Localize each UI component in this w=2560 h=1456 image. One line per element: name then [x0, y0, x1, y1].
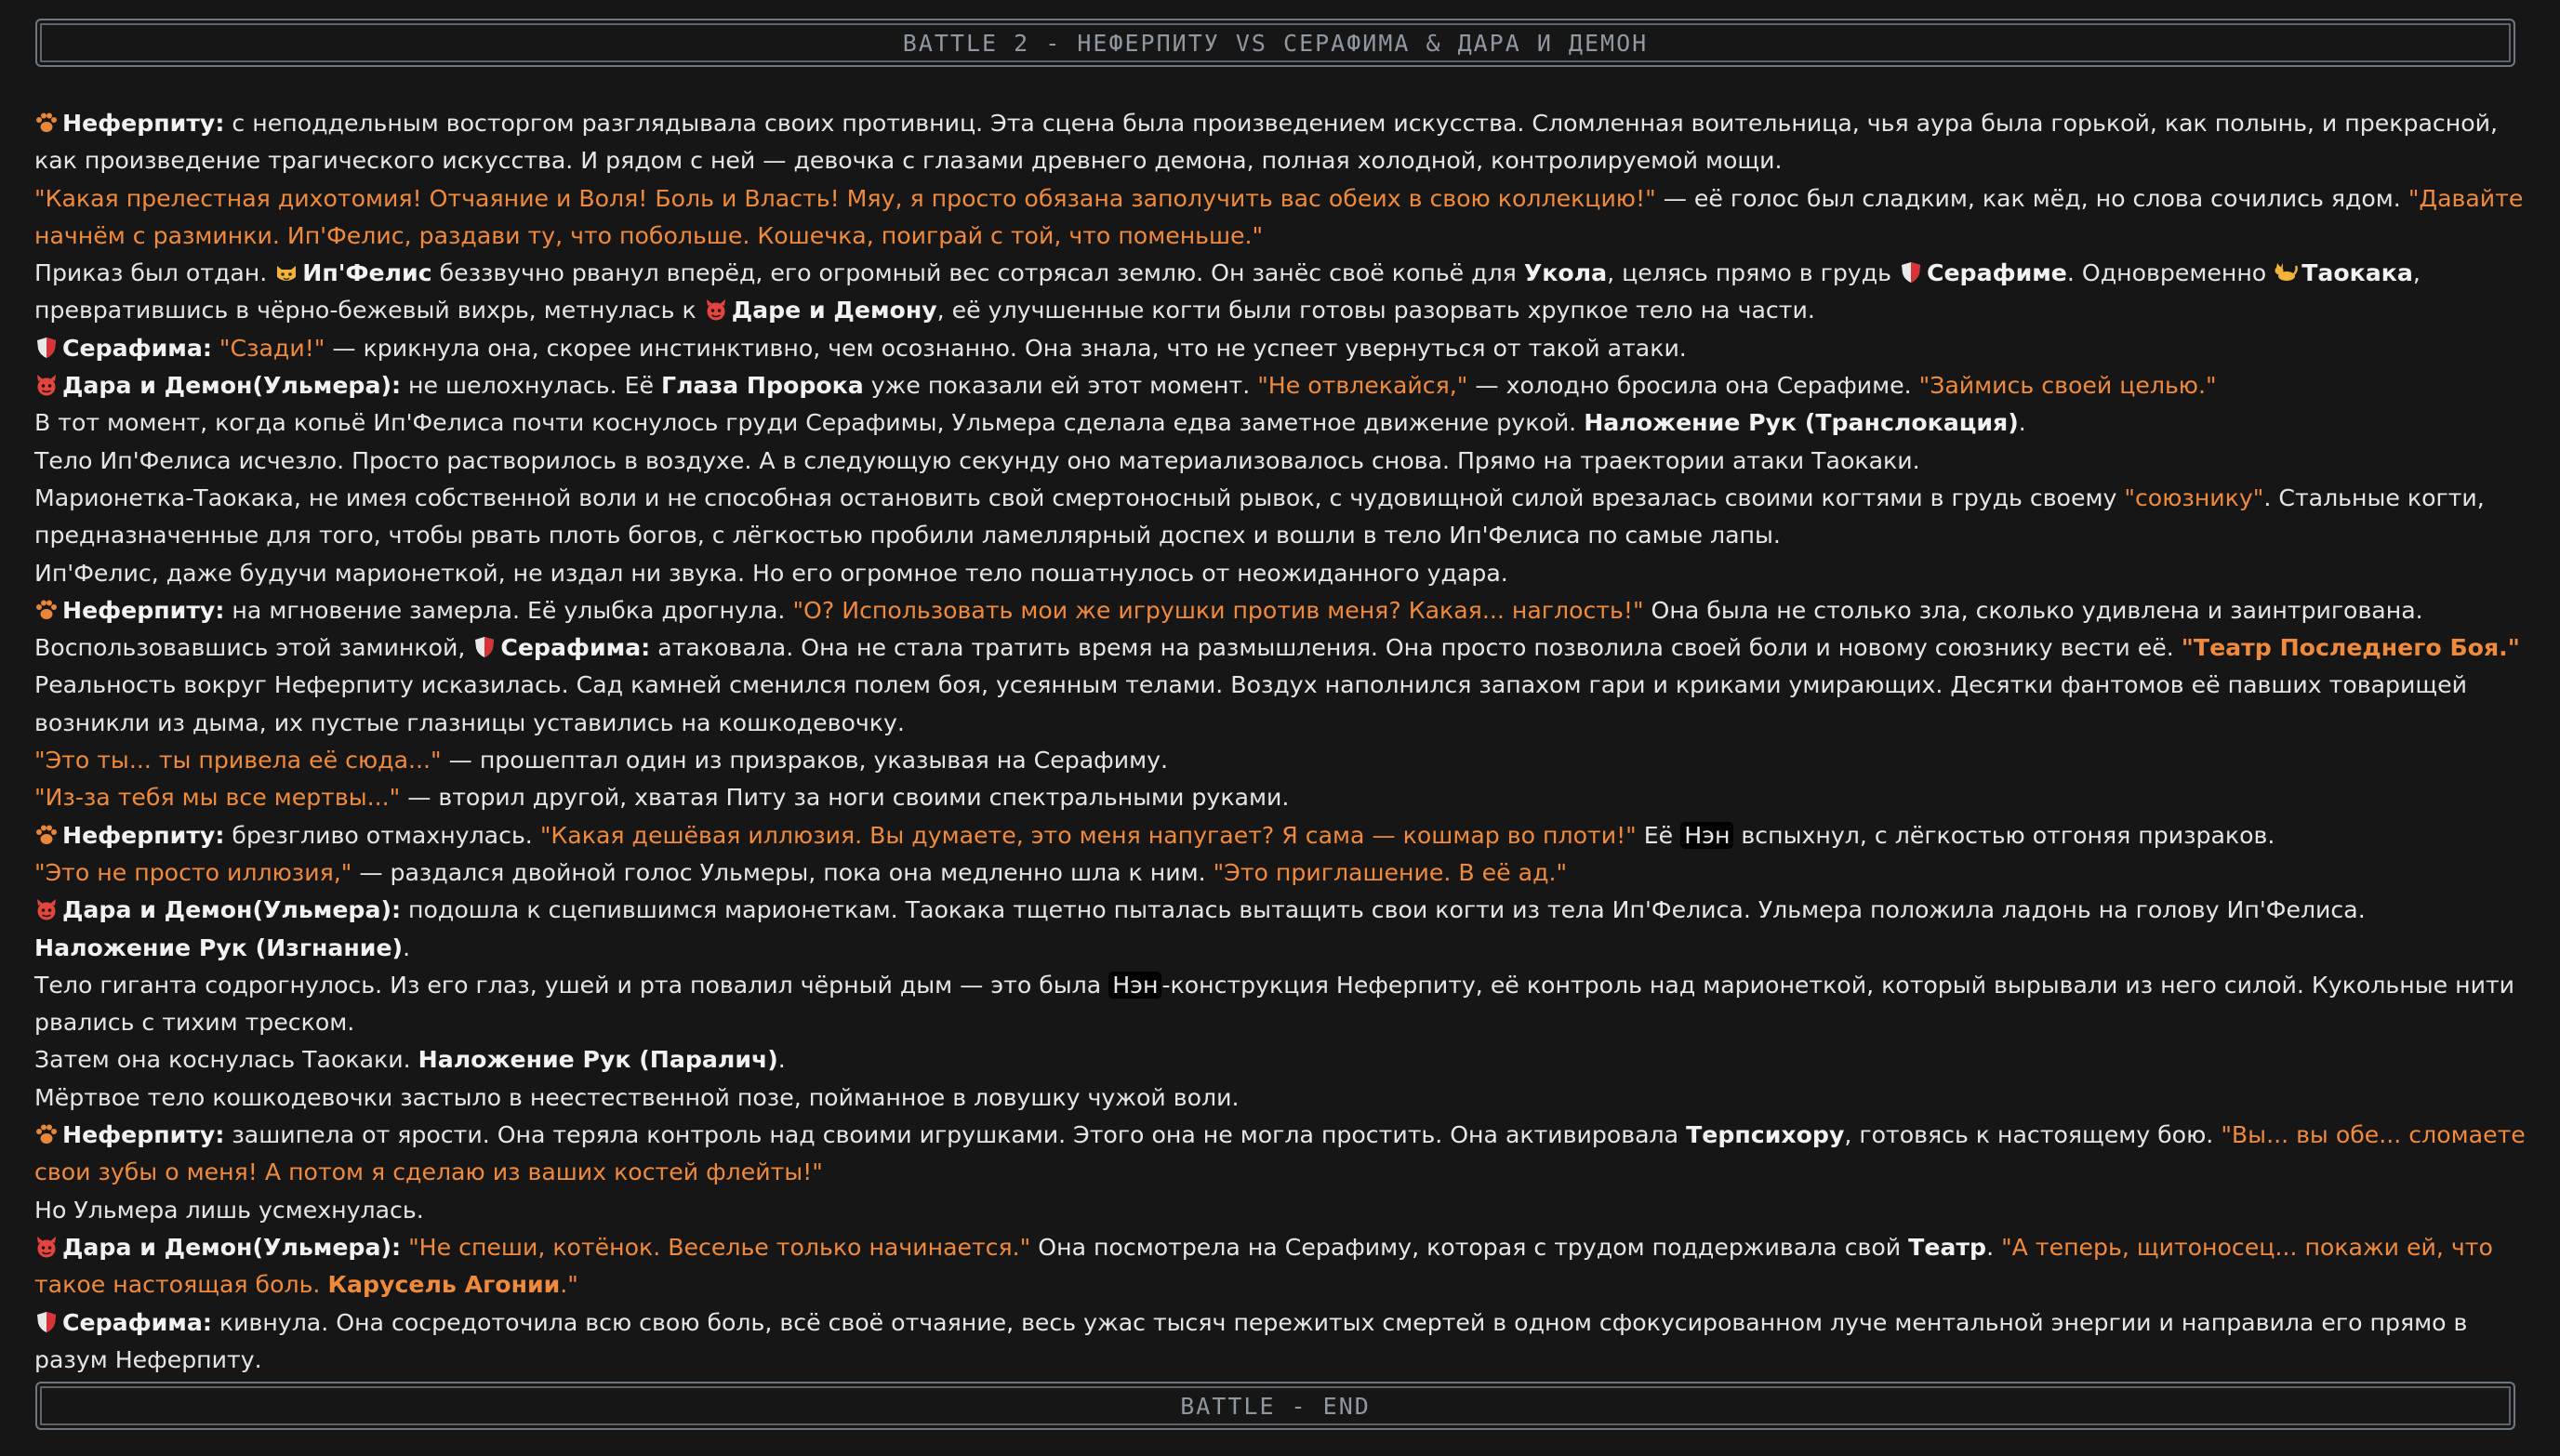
skill-name: Глаза Пророка [661, 372, 864, 400]
narration-text: уже показали ей этот момент. [863, 372, 1258, 400]
battle-story [34, 105, 2527, 1379]
nen-inline-code: Нэн [1680, 822, 1733, 849]
story-paragraph [34, 892, 2527, 967]
dialogue-quote: "Не отвлекайся," [1257, 372, 1468, 400]
shield-icon [472, 635, 497, 659]
shield-icon [34, 1310, 59, 1334]
narration-text: подошла к сцепившимся марионеткам. Таокака тщетно пыталась вытащить свои когти из тела Ип'Фелиса. Ульмера положила ладонь на голову Ип'Фелиса. [401, 896, 2366, 924]
narration-text: Она была не столько зла, сколько удивлена и заинтригована. [1643, 596, 2423, 624]
narration-text: . [777, 1046, 786, 1074]
story-paragraph [34, 817, 2527, 854]
narration-text: Приказ был отдан. [34, 259, 275, 287]
story-paragraph [34, 592, 2527, 629]
story-paragraph [34, 1117, 2527, 1192]
demon-face-icon [34, 1235, 59, 1259]
name-serafima: Серафиме [1926, 259, 2067, 287]
speaker-dara-demon: Дара и Демон(Ульмера): [62, 372, 402, 400]
narration-text: — вторил другой, хватая Питу за ноги своими спектральными руками. [400, 784, 1290, 812]
narration-text: не шелохнулась. Её [401, 372, 662, 400]
dialogue-quote: "Не спеши, котёнок. Веселье только начинается." [408, 1233, 1031, 1261]
story-paragraph [34, 1304, 2527, 1380]
narration-text: вспыхнул, с лёгкостью отгоняя призраков. [1733, 821, 2275, 849]
narration-text: с неподдельным восторгом разглядывала своих противниц. Эта сцена была произведением искусства. Сломленная воительница, чья аура была горькой, как полынь, и прекрасной, как произведение трагического искусства. И рядом с ней — девочка с глазами древнего демона, полная холодной, контролируемой мощи. [34, 110, 2498, 175]
battle-end-banner: BATTLE - END [35, 1382, 2515, 1430]
story-paragraph [34, 404, 2527, 442]
paw-icon [34, 111, 59, 135]
dialogue-quote: "Это приглашение. В её ад." [1213, 858, 1568, 886]
skill-name: Наложение Рук (Изгнание) [34, 933, 404, 961]
story-paragraph [34, 667, 2527, 742]
speaker-neferpitou: Неферпиту: [62, 110, 225, 137]
narration-text: Затем она коснулась Таокаки. [34, 1046, 418, 1074]
narration-text: . Стальные когти, предназначенные для того, чтобы рвать плоть богов, с лёгкостью пробили ламеллярный доспех и вошли в тело Ип'Фелиса по самые лапы. [34, 483, 2485, 549]
dialogue-quote: "союзнику" [2124, 483, 2264, 511]
narration-text: , целясь прямо в грудь [1607, 259, 1899, 287]
narration-text [401, 1234, 408, 1261]
skill-name: Наложение Рук (Транслокация) [1584, 409, 2019, 437]
narration-text: — её голос был сладким, как мёд, но слова сочились ядом. [1655, 184, 2408, 212]
story-paragraph [34, 779, 2527, 816]
story-paragraph [34, 330, 2527, 367]
narration-text: — раздался двойной голос Ульмеры, пока она медленно шла к ним. [352, 858, 1214, 886]
name-ipfelis: Ип'Фелис [302, 259, 432, 287]
shield-icon [34, 336, 59, 360]
story-paragraph [34, 854, 2527, 892]
battle-header-banner: BATTLE 2 - НЕФЕРПИТУ VS СЕРАФИМА & ДАРА И ДЕМОН [35, 19, 2515, 67]
narration-text: . [403, 933, 411, 961]
nen-inline-code: Нэн [1108, 972, 1161, 999]
dialogue-quote: "Это не просто иллюзия," [34, 858, 352, 886]
narration-text: — прошептал один из призраков, указывая на Серафиму. [441, 747, 1168, 774]
speaker-serafima: Серафима: [62, 334, 212, 362]
narration-text: . [1986, 1233, 2002, 1261]
speaker-dara-demon: Дара и Демон(Ульмера): [62, 896, 402, 924]
narration-text: беззвучно рванул вперёд, его огромный вес сотрясал землю. Он занёс своё копьё для [431, 259, 1524, 287]
narration-text: атаковала. Она не стала тратить время на размышления. Она просто позволила своей боли и новому союзнику вести её. [650, 634, 2182, 662]
narration-text: , превратившись в чёрно-бежевый вихрь, метнулась к [34, 259, 2421, 324]
narration-text: , готовясь к настоящему бою. [1844, 1121, 2222, 1149]
narration-text: Ип'Фелис, даже будучи марионеткой, не издал ни звука. Но его огромное тело пошатнулось от неожиданного удара. [34, 559, 1508, 587]
narration-text: -конструкция Неферпиту, её контроль над марионеткой, который вырывали из него силой. Кукольные нити рвались с тихим треском. [34, 971, 2514, 1037]
narration-text: Тело гиганта содрогнулось. Из его глаз, ушей и рта повалил чёрный дым — это была [34, 971, 1109, 999]
narration-text: брезгливо отмахнулась. [224, 821, 540, 849]
narration-text: . Одновременно [2066, 259, 2275, 287]
paw-icon [34, 823, 59, 847]
story-paragraph [34, 255, 2527, 330]
dialogue-quote: "Какая прелестная дихотомия! Отчаяние и Воля! Боль и Власть! Мяу, я просто обязана заполучить вас обеих в свою коллекцию!" [34, 184, 1656, 212]
name-taokaka: Таокака [2301, 259, 2413, 287]
speaker-serafima: Серафима: [62, 1308, 212, 1336]
speaker-serafima: Серафима: [500, 634, 651, 662]
name-dara-demon: Даре и Демону [731, 297, 937, 324]
narration-text: Она посмотрела на Серафиму, которая с трудом поддерживала свой [1030, 1233, 1909, 1261]
dialogue-quote: "Займись своей целью." [1918, 372, 2217, 400]
narration-text: зашипела от ярости. Она теряла контроль над своими игрушками. Этого она не могла простить. Она активировала [224, 1121, 1687, 1149]
narration-text: В тот момент, когда копьё Ип'Фелиса почти коснулось груди Серафимы, Ульмера сделала едва заметное движение рукой. [34, 409, 1585, 437]
dialogue-quote: ." [560, 1271, 578, 1299]
speaker-neferpitou: Неферпиту: [62, 596, 225, 624]
cat-face-icon [274, 260, 298, 285]
narration-text: Марионетка-Таокака, не имея собственной воли и не способная остановить свой смертоносный рывок, с чудовищной силой врезалась своими когтями в грудь своему [34, 483, 2125, 511]
paw-icon [34, 1122, 59, 1146]
skill-name: Терпсихору [1686, 1121, 1845, 1149]
demon-face-icon [704, 298, 728, 322]
narration-text: . [2018, 409, 2026, 437]
skill-quote: Карусель Агонии [327, 1271, 561, 1299]
dialogue-quote: "Сзади!" [219, 334, 325, 362]
story-paragraph [34, 742, 2527, 779]
dialogue-quote: "А теперь, щитоносец... покажи ей, что такое настоящая боль. [34, 1233, 2493, 1299]
narration-text: кивнула. Она сосредоточила всю свою боль, всё своё отчаяние, весь ужас тысяч пережитых смертей в одном сфокусированном луче ментальной энергии и направила его прямо в разум Неферпиту. [34, 1308, 2468, 1373]
story-paragraph [34, 555, 2527, 592]
speaker-neferpitou: Неферпиту: [62, 1121, 225, 1149]
narration-text: Но Ульмера лишь усмехнулась. [34, 1196, 424, 1224]
narration-text: Реальность вокруг Неферпиту исказилась. Сад камней сменился полем боя, усеянным телами. Воздух наполнился запахом гари и криками умирающих. Десятки фантомов её павших товарищей возникли из дыма, их пустые глазницы уставились на кошкодевочку. [34, 671, 2467, 736]
dialogue-quote: "Это ты... ты привела её сюда..." [34, 747, 442, 774]
story-paragraph [34, 967, 2527, 1042]
story-paragraph [34, 1229, 2527, 1304]
demon-face-icon [34, 373, 59, 397]
story-paragraph [34, 1041, 2527, 1079]
story-paragraph [34, 443, 2527, 480]
story-paragraph [34, 1079, 2527, 1117]
dialogue-quote: "Из-за тебя мы все мертвы..." [34, 784, 401, 812]
story-paragraph [34, 480, 2527, 555]
skill-name: Театр [1908, 1233, 1987, 1261]
skill-name: Укола [1523, 259, 1608, 287]
narration-text: — крикнула она, скорее инстинктивно, чем осознанно. Она знала, что не успеет увернуться от такой атаки. [325, 334, 1687, 362]
skill-name: Наложение Рук (Паралич) [418, 1046, 778, 1074]
speaker-dara-demon: Дара и Демон(Ульмера): [62, 1233, 402, 1261]
demon-face-icon [34, 897, 59, 921]
narration-text: Мёртвое тело кошкодевочки застыло в неестественной позе, пойманное в ловушку чужой воли. [34, 1083, 1240, 1111]
story-paragraph [34, 180, 2527, 256]
dialogue-quote: "Какая дешёвая иллюзия. Вы думаете, это меня напугает? Я сама — кошмар во плоти!" [539, 821, 1637, 849]
cat-icon [2274, 260, 2298, 285]
narration-text: Воспользовавшись этой заминкой, [34, 634, 473, 662]
narration-text: , её улучшенные когти были готовы разорвать хрупкое тело на части. [936, 297, 1815, 324]
narration-text: Её [1636, 821, 1681, 849]
dialogue-quote: "Вы... вы обе... сломаете свои зубы о меня! А потом я сделаю из ваших костей флейты!" [34, 1121, 2526, 1186]
speaker-neferpitou: Неферпиту: [62, 821, 225, 849]
dialogue-quote: "О? Использовать мои же игрушки против меня? Какая... наглость!" [792, 596, 1644, 624]
story-paragraph [34, 105, 2527, 180]
narration-text: на мгновение замерла. Её улыбка дрогнула. [224, 596, 793, 624]
narration-text: — холодно бросила она Серафиме. [1467, 372, 1919, 400]
story-paragraph [34, 367, 2527, 404]
story-paragraph [34, 629, 2527, 667]
shield-icon [1899, 260, 1923, 285]
skill-quote: "Театр Последнего Боя." [2181, 634, 2520, 662]
paw-icon [34, 598, 59, 622]
story-paragraph [34, 1192, 2527, 1229]
dialogue-quote: "Давайте начнём с разминки. Ип'Фелис, раздави ту, что побольше. Кошечка, поиграй с той, что поменьше." [34, 184, 2524, 249]
narration-text: Тело Ип'Фелиса исчезло. Просто растворилось в воздухе. А в следующую секунду оно материализовалось снова. Прямо на траектории атаки Таокаки. [34, 446, 1920, 474]
